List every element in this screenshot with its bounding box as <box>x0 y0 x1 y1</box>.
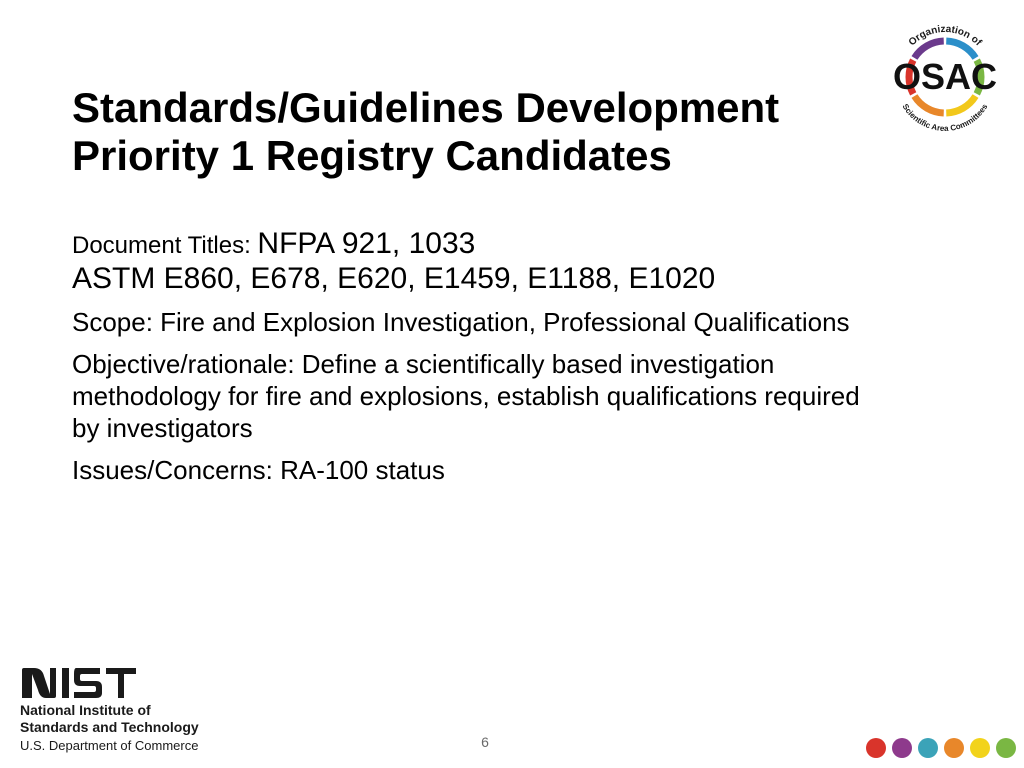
slide-title-line-1: Standards/Guidelines Development <box>72 84 780 131</box>
nist-line-2: Standards and Technology <box>20 719 199 735</box>
scope-text: Scope: Fire and Explosion Investigation, Professional Qualifications <box>72 307 850 337</box>
document-titles-astm: ASTM E860, E678, E620, E1459, E1188, E1020 <box>72 262 716 295</box>
nist-line-1: National Institute of <box>20 702 151 718</box>
decorative-dots <box>866 738 1016 758</box>
osac-center-text: OSAC <box>892 56 998 97</box>
document-titles-nfpa: NFPA 921, 1033 <box>257 227 476 260</box>
osac-ring-segment <box>946 96 975 113</box>
decorative-dot <box>944 738 964 758</box>
document-titles-label: Document Titles: <box>72 232 258 259</box>
nist-wordmark-graphic <box>20 666 138 700</box>
decorative-dot <box>892 738 912 758</box>
decorative-dot <box>918 738 938 758</box>
page-number: 6 <box>481 734 489 750</box>
osac-top-text: Organization of <box>906 23 984 49</box>
decorative-dot <box>866 738 886 758</box>
issues-text: Issues/Concerns: RA-100 status <box>72 455 445 485</box>
document-titles <box>72 228 892 262</box>
osac-logo-graphic <box>884 16 1006 138</box>
slide-title-line-2: Priority 1 Registry Candidates <box>72 132 672 179</box>
osac-logo <box>884 16 1006 138</box>
osac-bottom-text: Scientific Area Committees <box>900 102 990 134</box>
nist-line-3: U.S. Department of Commerce <box>20 738 199 753</box>
decorative-dot <box>970 738 990 758</box>
slide-title <box>72 84 872 180</box>
slide-body <box>72 228 892 486</box>
objective-text: Objective/rationale: Define a scientifically based investigation methodology for fire and explosions, establish qualifications required by investigators <box>72 349 860 443</box>
nist-logo <box>20 666 230 756</box>
osac-ring-segment <box>914 96 943 113</box>
decorative-dot <box>996 738 1016 758</box>
